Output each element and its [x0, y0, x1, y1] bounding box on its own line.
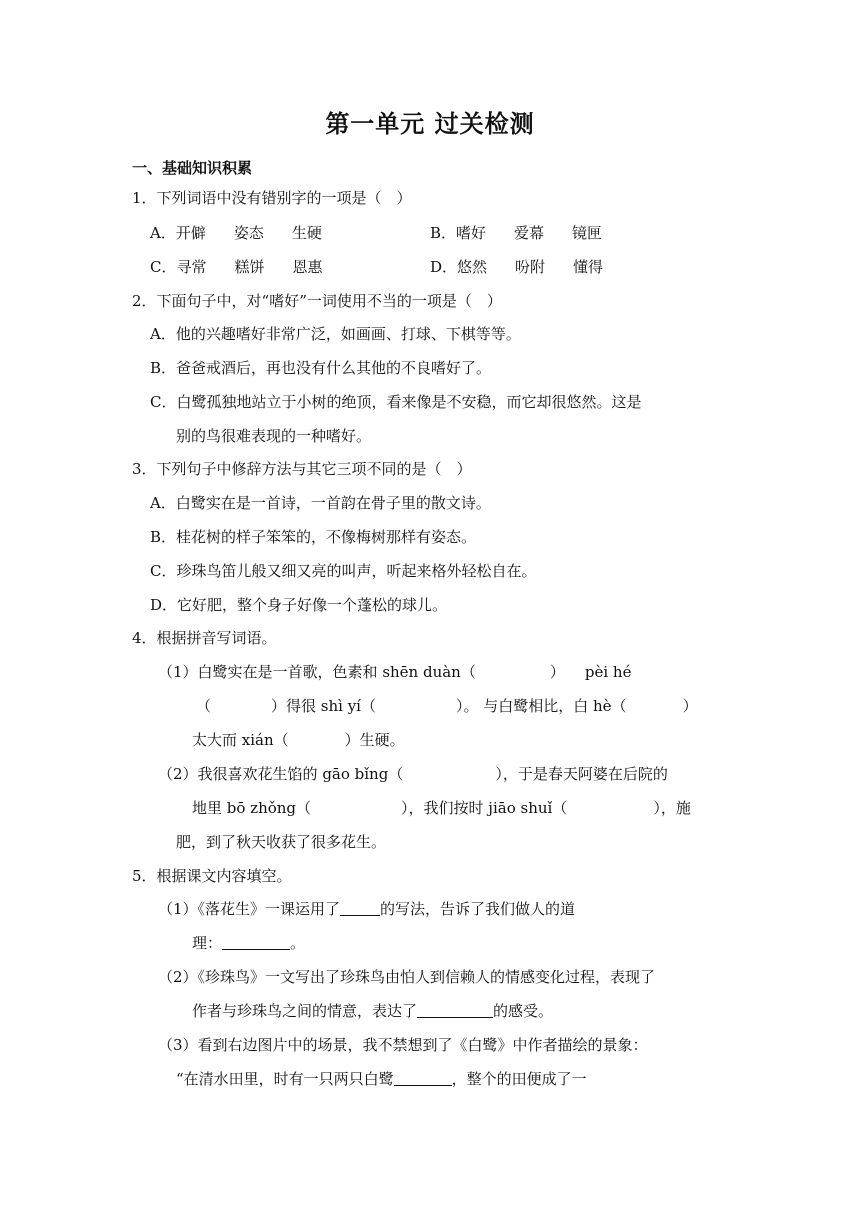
question-2-stem: 2．下面句子中，对“嗜好”一词使用不当的一项是（ ）	[132, 292, 502, 310]
q4-part1-line2: （ ）得很 shì yí（ ）。 与白鹭相比，白 hè（ ）	[196, 697, 698, 715]
q1-option-d: D．悠然 吩附 懂得	[430, 258, 604, 276]
q3-option-b: B．桂花树的样子笨笨的，不像梅树那样有姿态。	[150, 528, 477, 546]
q4-part2-line3: 肥，到了秋天收获了很多花生。	[176, 833, 387, 851]
q3-option-a: A．白鹭实在是一首诗，一首韵在骨子里的散文诗。	[150, 494, 491, 512]
q4-part1-line3: 太大而 xián（ ）生硬。	[192, 731, 405, 749]
q5-part2-line2: 作者与珍珠鸟之间的情意，表达了 的感受。	[192, 1002, 554, 1020]
q5-part1-line2: 理： 。	[192, 934, 306, 952]
question-1-stem: 1．下列词语中没有错别字的一项是（ ）	[132, 189, 412, 207]
q1-option-c: C．寻常 糕饼 恩惠	[150, 258, 323, 276]
q4-part2-line2: 地里 bō zhǒng（ ），我们按时 jiāo shuǐ（ ），施	[192, 799, 691, 817]
q2-option-b: B．爸爸戒酒后，再也没有什么其他的不良嗜好了。	[150, 359, 492, 377]
q3-option-d: D．它好肥，整个身子好像一个蓬松的球儿。	[150, 596, 448, 614]
fill-blank[interactable]	[417, 1003, 493, 1018]
fill-blank[interactable]	[222, 935, 290, 950]
q1-option-a: A．开僻 姿态 生硬	[150, 224, 322, 242]
q2-option-a: A．他的兴趣嗜好非常广泛，如画画、打球、下棋等等。	[150, 325, 521, 343]
question-5-stem: 5．根据课文内容填空。	[132, 867, 292, 885]
q1-option-b: B．嗜好 爱幕 镜匣	[430, 224, 603, 242]
q2-option-c: C．白鹭孤独地站立于小树的绝顶，看来像是不安稳，而它却很悠然。这是	[150, 393, 642, 411]
section-heading: 一、基础知识积累	[132, 159, 253, 177]
q5-part1-line1: （1）《落花生》一课运用了 的写法，告诉了我们做人的道	[158, 900, 576, 918]
q4-part2-line1: （2）我很喜欢花生馅的 gāo bǐng（ ），于是春天阿婆在后院的	[158, 765, 668, 783]
question-3-stem: 3．下列句子中修辞方法与其它三项不同的是（ ）	[132, 460, 472, 478]
q5-part2-line1: （2）《珍珠鸟》一文写出了珍珠鸟由怕人到信赖人的情感变化过程，表现了	[158, 968, 656, 986]
q5-part3-line1: （3）看到右边图片中的场景，我不禁想到了《白鹭》中作者描绘的景象：	[158, 1036, 648, 1054]
q4-part1-line1: （1）白鹭实在是一首歌，色素和 shēn duàn（ ） pèi hé	[158, 663, 632, 681]
question-4-stem: 4．根据拼音写词语。	[132, 629, 277, 647]
q3-option-c: C．珍珠鸟笛儿般又细又亮的叫声，听起来格外轻松自在。	[150, 562, 537, 580]
fill-blank[interactable]	[340, 901, 380, 916]
fill-blank[interactable]	[394, 1071, 452, 1086]
page-title: 第一单元 过关检测	[325, 110, 535, 138]
q5-part3-line2: “在清水田里，时有一只两只白鹭 ，整个的田便成了一	[176, 1070, 587, 1088]
q2-option-c-continued: 别的鸟很难表现的一种嗜好。	[176, 427, 372, 445]
